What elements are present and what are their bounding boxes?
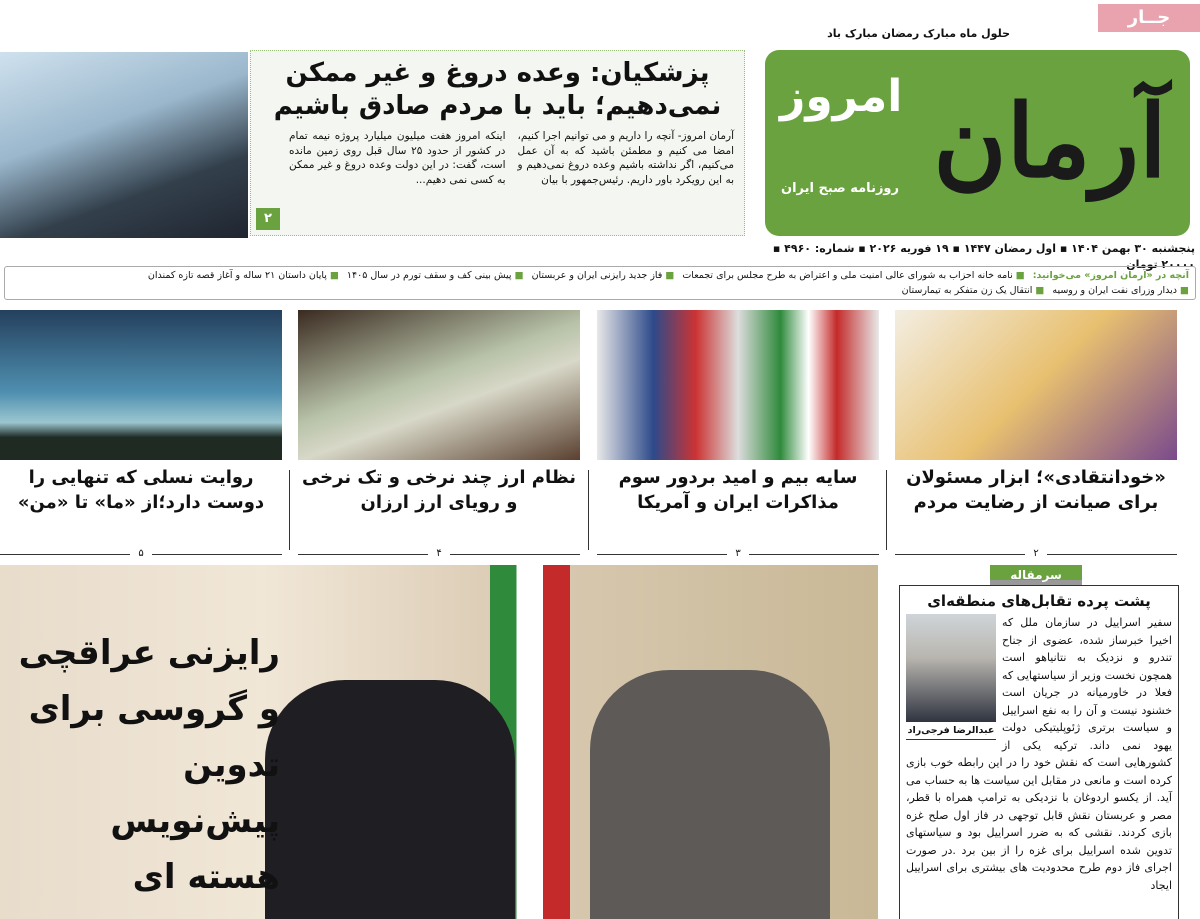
- lead-page-number: ۲: [256, 208, 280, 230]
- main-headline[interactable]: رایزنی عراقچی و گروسی برای تدوین پیش‌نویس هسته ای: [18, 633, 280, 897]
- story-card[interactable]: [0, 310, 282, 559]
- dateline: پنجشنبه ۳۰ بهمن ۱۴۰۴ ▪ اول رمضان ۱۴۴۷ ▪ ۱۹ فوریه ۲۰۲۶ ▪ شماره: ۴۹۶۰ ▪ ۲۰۰۰۰ تومان: [772, 242, 1195, 271]
- logo-main: آرمان: [933, 82, 1167, 200]
- story-page-number: ۴: [428, 548, 449, 559]
- lead-body-col1: آرمان امروز- آنچه را داریم و می توانیم اجرا کنیم، امضا می کنیم و مطمئن باشید که به آن عمل می‌کنیم، اگر نداشته باشیم وعده دروغ نمی‌دهیم و به این رویکرد باور داریم. رئیس‌جمهور با بیان: [517, 130, 734, 186]
- lead-headline[interactable]: پزشکیان: وعده دروغ و غیر ممکن نمی‌دهیم؛ باید با مردم صادق باشیم: [273, 58, 722, 121]
- author-photo: [906, 614, 996, 722]
- story-image: [298, 310, 580, 460]
- ticker-item[interactable]: ■ فاز جدید رایزنی ایران و عربستان: [532, 268, 675, 283]
- logo-tagline: روزنامه صبح ایران: [780, 181, 899, 196]
- story-image: [0, 310, 282, 460]
- person-figure: [590, 670, 830, 919]
- story-image: [597, 310, 879, 460]
- story-card[interactable]: [597, 310, 879, 559]
- ticker-item[interactable]: ■ پیش بینی کف و سقف تورم در سال ۱۴۰۵: [347, 268, 524, 283]
- story-image: [895, 310, 1177, 460]
- contents-ticker: [4, 266, 1196, 300]
- editorial-author: عبدالرضا فرجی‌راد: [906, 722, 996, 740]
- ticker-item[interactable]: ■ انتقال یک زن متفکر به تیمارستان: [902, 283, 1045, 298]
- story-headline[interactable]: سایه بیم و امید بردور سوم مذاکرات ایران و آمریکا: [618, 467, 858, 513]
- divider: [289, 470, 290, 550]
- masthead-tagline: حلول ماه مبارک رمضان مبارک باد: [827, 27, 1010, 40]
- editorial-label: سرمقاله: [990, 565, 1082, 585]
- divider: [886, 470, 887, 550]
- story-page-number: ۵: [130, 548, 151, 559]
- lead-body-col2: اینکه امروز هفت میلیون میلیارد پروژه نیمه تمام در کشور از حدود ۲۵ سال قبل روی زمین مانده است، گفت: در این دولت وعده دروغ و غیر ممکن به کسی نمی دهیم...: [289, 130, 506, 186]
- editorial-body: سفیر اسراییل در سازمان ملل که اخیرا خبرساز شده، عضوی از جناح تندرو و نزدیک به نتانیاهو است همچون نخست وزیر از سیاستهایی که فعلا در خاورمیانه در جریان است خشنود نیست و آن را به نفع اسراییل و سیاست برتری ژئوپلیتیکی دولت یهود نمی داند. ترکیه یکی از کشورهایی است که نقش خود را در این رابطه خوب بازی کرده است و مانعی در مقابل این سیاست ها به حساب می آید. از یکسو اردوغان با نزدیکی به ترامپ همراه با قطر، مصر و عربستان نقش قابل توجهی در فاز اول صلح غزه بازی کردند. نقشی که به ضرر اسراییل بود و سیاستهای تدوین شده اسراییل برای غزه را از بین برد .در صورت اجرای فاز دوم طرح محدودیت های بیشتری برای اسراییل ایجاد: [906, 616, 1172, 892]
- section-badge: جــار: [1098, 4, 1200, 32]
- lead-photo: [0, 52, 248, 238]
- logo-sub: امروز: [780, 71, 903, 122]
- ticker-item[interactable]: ■ نامه خانه احزاب به شورای عالی امنیت ملی و اعتراض به طرح مجلس برای تجمعات: [682, 268, 1024, 283]
- story-headline[interactable]: نظام ارز چند نرخی و تک نرخی و رویای ارز ارزان: [301, 467, 577, 513]
- story-card[interactable]: [298, 310, 580, 559]
- person-figure: [265, 680, 515, 919]
- story-page-number: ۲: [1025, 548, 1046, 559]
- ticker-label: آنچه در «آرمان امروز» می‌خوانید:: [1032, 270, 1189, 281]
- story-headline[interactable]: «خودانتقادی»؛ ابزار مسئولان برای صیانت از رضایت مردم: [906, 467, 1166, 513]
- story-page-number: ۳: [727, 548, 748, 559]
- editorial-headline[interactable]: پشت پرده تقابل‌های منطقه‌ای: [927, 592, 1151, 610]
- lead-story[interactable]: [250, 50, 745, 236]
- story-card[interactable]: [895, 310, 1177, 559]
- ticker-item[interactable]: ■ پایان داستان ۲۱ ساله و آغاز قصه تازه کمندان: [148, 268, 339, 283]
- story-headline[interactable]: روایت نسلی که تنهایی را دوست دارد؛از «ما» تا «من»: [17, 467, 265, 513]
- editorial-column: [895, 565, 1200, 919]
- ticker-item[interactable]: ■ دیدار وزرای نفت ایران و روسیه: [1052, 283, 1189, 298]
- divider: [588, 470, 589, 550]
